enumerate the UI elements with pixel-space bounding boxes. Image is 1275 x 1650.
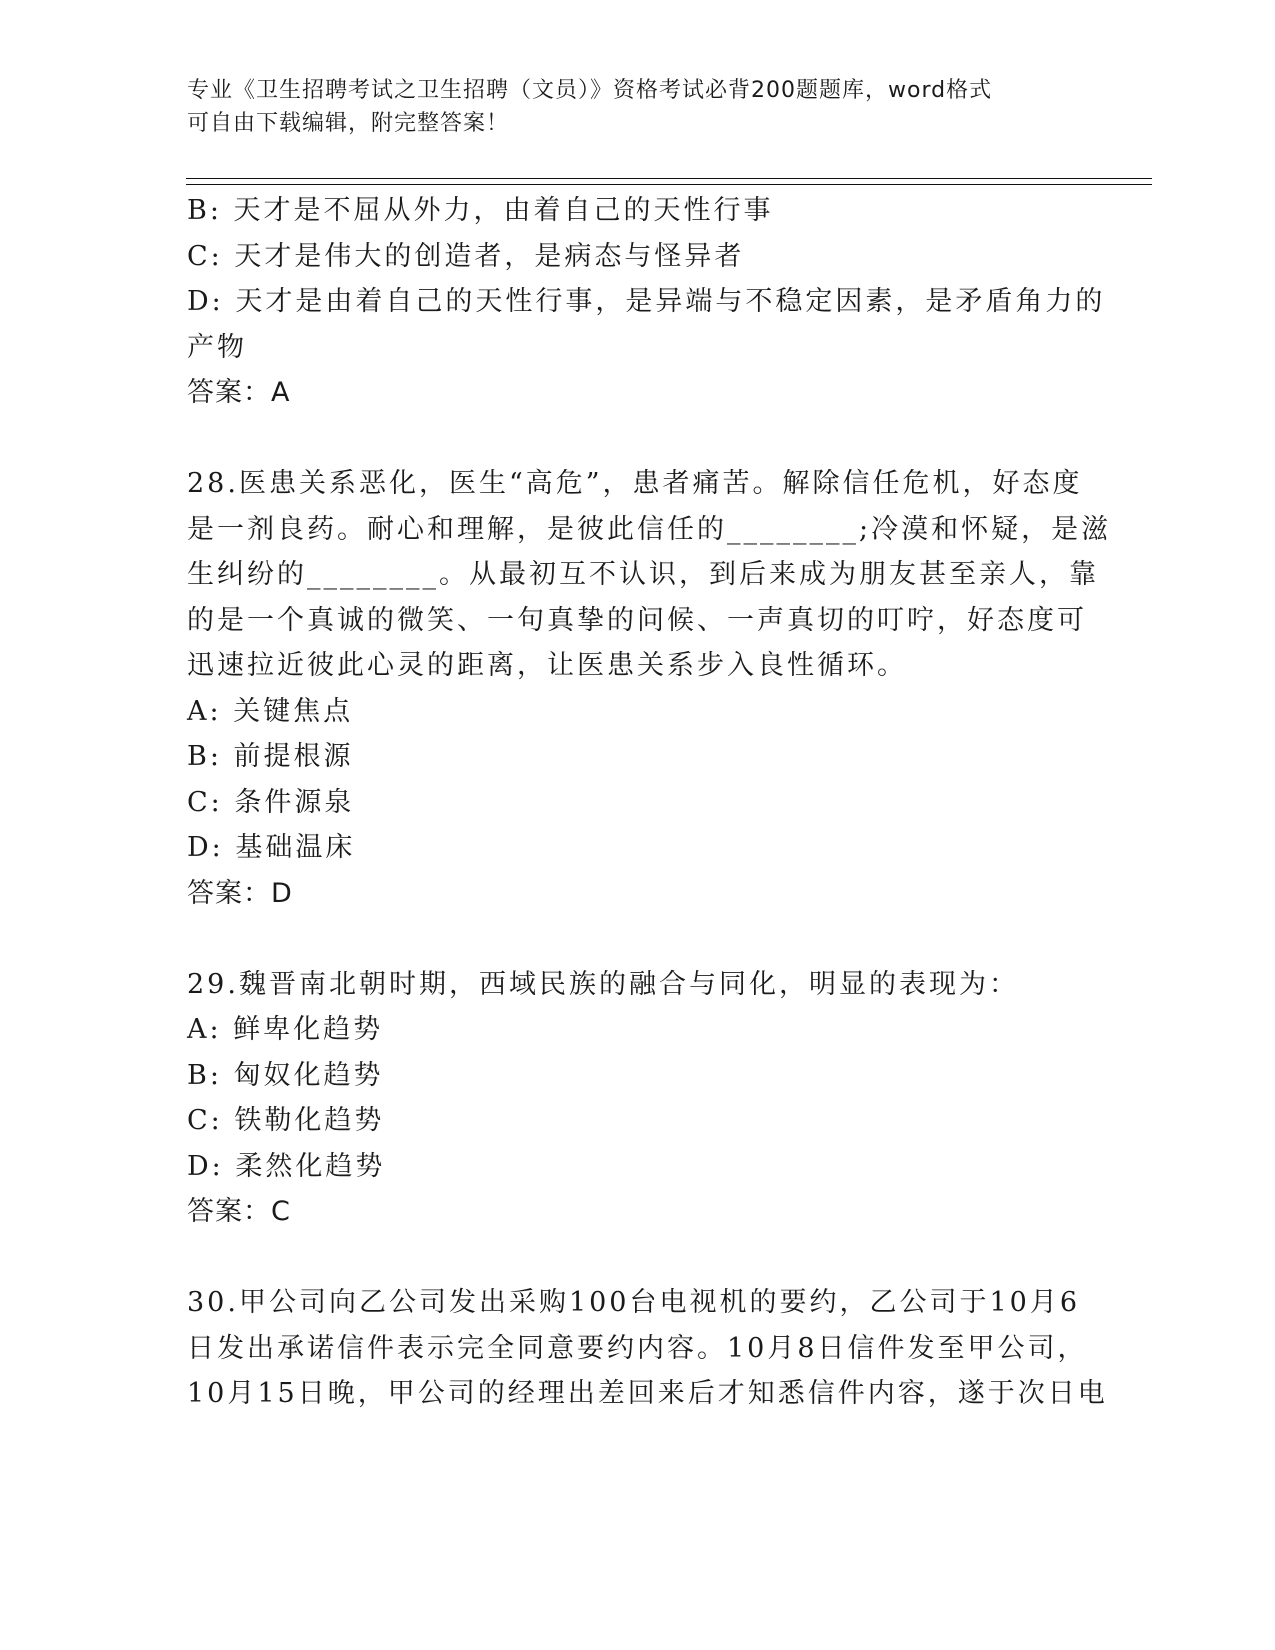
q28-stem-line-3: 生纠纷的________。从最初互不认识，到后来成为朋友甚至亲人，靠 xyxy=(187,559,1099,590)
q30-stem-line-3: 10月15日晚，甲公司的经理出差回来后才知悉信件内容，遂于次日电 xyxy=(187,1378,1108,1409)
q28-stem-line-2: 是一剂良药。耐心和理解，是彼此信任的________;冷漠和怀疑，是滋 xyxy=(187,513,1112,545)
question-29 xyxy=(187,962,1077,1235)
q27-option-d-line-1: D: 天才是由着自己的天性行事，是异端与不稳定因素，是矛盾角力的 xyxy=(187,286,1106,317)
q28-answer: 答案：D xyxy=(187,877,293,909)
q29-option-d: D: 柔然化趋势 xyxy=(187,1150,386,1182)
q28-option-a: A: 关键焦点 xyxy=(187,695,354,727)
q28-stem-line-5: 迅速拉近彼此心灵的距离，让医患关系步入良性循环。 xyxy=(187,650,907,681)
question-27-tail xyxy=(187,188,1106,416)
q28-stem-line-4: 的是一个真诚的微笑、一句真挚的问候、一声真切的叮咛，好态度可 xyxy=(187,604,1087,636)
q28-stem-line-1: 28.医患关系恶化，医生“高危”，患者痛苦。解除信任危机，好态度 xyxy=(187,468,1083,499)
q29-option-a: A: 鲜卑化趋势 xyxy=(187,1014,384,1045)
question-30 xyxy=(187,1280,1108,1417)
header-rule-top xyxy=(186,178,1152,179)
spacer xyxy=(187,916,1077,962)
q30-stem-line-2: 日发出承诺信件表示完全同意要约内容。10月8日信件发至甲公司， xyxy=(187,1332,1088,1364)
document-body xyxy=(187,188,1112,1417)
spacer xyxy=(187,1235,1077,1281)
q28-option-b: B: 前提根源 xyxy=(187,741,354,772)
q29-option-c: C: 铁勒化趋势 xyxy=(187,1105,385,1136)
q30-stem-line-1: 30.甲公司向乙公司发出采购100台电视机的要约，乙公司于10月6 xyxy=(187,1287,1081,1318)
q27-option-d-line-2: 产物 xyxy=(187,331,247,363)
header-title-line-2: 可自由下载编辑，附完整答案！ xyxy=(187,111,510,136)
q27-answer: 答案：A xyxy=(187,377,291,408)
q28-option-c: C: 条件源泉 xyxy=(187,786,355,818)
document-header xyxy=(187,74,1067,140)
header-title-line-1: 专业《卫生招聘考试之卫生招聘（文员）》资格考试必背200题题库，word格式 xyxy=(187,78,993,103)
q29-option-b: B: 匈奴化趋势 xyxy=(187,1059,384,1091)
spacer xyxy=(187,416,1077,462)
q29-stem-line-1: 29.魏晋南北朝时期，西域民族的融合与同化，明显的表现为： xyxy=(187,968,1019,1000)
question-28 xyxy=(187,461,1112,916)
header-rule-bottom xyxy=(186,184,1152,185)
q29-answer: 答案：C xyxy=(187,1196,291,1227)
q28-option-d: D: 基础温床 xyxy=(187,832,356,863)
q27-option-c: C: 天才是伟大的创造者，是病态与怪异者 xyxy=(187,240,745,272)
q27-option-b: B: 天才是不屈从外力，由着自己的天性行事 xyxy=(187,195,774,226)
